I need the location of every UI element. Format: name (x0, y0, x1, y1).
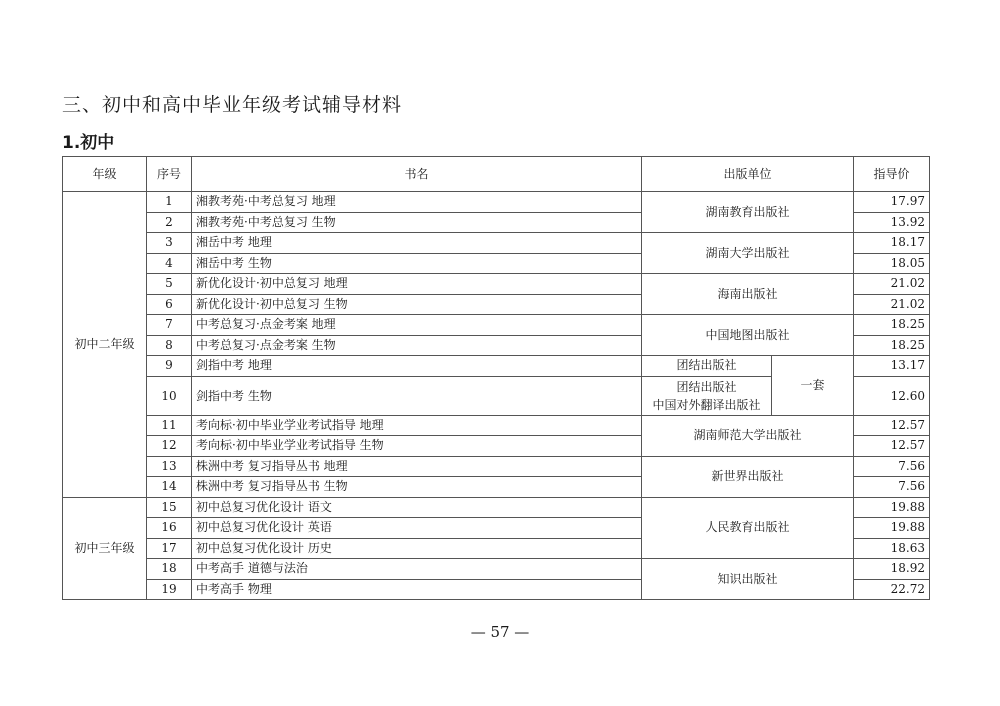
publisher-cell: 中国地图出版社 (642, 315, 854, 356)
publisher-cell: 知识出版社 (642, 559, 854, 600)
row-price: 21.02 (854, 294, 930, 315)
row-num: 19 (147, 579, 192, 600)
row-title: 湘教考苑·中考总复习 地理 (192, 192, 642, 213)
row-num: 2 (147, 212, 192, 233)
row-title: 湘岳中考 地理 (192, 233, 642, 254)
row-num: 18 (147, 559, 192, 580)
row-num: 8 (147, 335, 192, 356)
row-title: 株洲中考 复习指导丛书 地理 (192, 456, 642, 477)
publisher-line: 中国对外翻译出版社 (652, 397, 761, 412)
publisher-cell: 人民教育出版社 (642, 497, 854, 559)
row-price: 17.97 (854, 192, 930, 213)
header-title: 书名 (192, 157, 642, 192)
row-num: 6 (147, 294, 192, 315)
row-num: 1 (147, 192, 192, 213)
row-num: 5 (147, 274, 192, 295)
row-num: 17 (147, 538, 192, 559)
row-price: 12.60 (854, 376, 930, 415)
publisher-cell: 湖南师范大学出版社 (642, 415, 854, 456)
table-row (63, 192, 930, 213)
grade-cell: 初中三年级 (63, 497, 147, 600)
row-title: 新优化设计·初中总复习 地理 (192, 274, 642, 295)
table-row (63, 497, 930, 518)
table-row (63, 315, 930, 336)
table-row (63, 415, 930, 436)
row-price: 18.63 (854, 538, 930, 559)
row-price: 18.05 (854, 253, 930, 274)
row-num: 9 (147, 356, 192, 377)
row-num: 3 (147, 233, 192, 254)
table-row (63, 356, 930, 377)
row-title: 湘教考苑·中考总复习 生物 (192, 212, 642, 233)
row-num: 15 (147, 497, 192, 518)
row-title: 初中总复习优化设计 历史 (192, 538, 642, 559)
row-title: 株洲中考 复习指导丛书 生物 (192, 477, 642, 498)
row-title: 初中总复习优化设计 语文 (192, 497, 642, 518)
row-num: 11 (147, 415, 192, 436)
row-title: 新优化设计·初中总复习 生物 (192, 294, 642, 315)
table-header-row (63, 157, 930, 192)
row-title: 初中总复习优化设计 英语 (192, 518, 642, 539)
publisher-cell (642, 376, 772, 415)
table-row (63, 456, 930, 477)
row-title: 中考高手 物理 (192, 579, 642, 600)
row-num: 4 (147, 253, 192, 274)
row-title: 考向标·初中毕业学业考试指导 地理 (192, 415, 642, 436)
header-price: 指导价 (854, 157, 930, 192)
publisher-cell: 海南出版社 (642, 274, 854, 315)
row-price: 18.92 (854, 559, 930, 580)
subsection-heading: 1.初中 (62, 133, 115, 153)
set-note-cell: 一套 (772, 356, 854, 416)
row-num: 13 (147, 456, 192, 477)
row-title: 剑指中考 生物 (192, 376, 642, 415)
row-price: 19.88 (854, 497, 930, 518)
row-price: 7.56 (854, 456, 930, 477)
row-num: 14 (147, 477, 192, 498)
section-heading: 三、初中和高中毕业年级考试辅导材料 (62, 94, 403, 116)
row-price: 18.17 (854, 233, 930, 254)
row-num: 12 (147, 436, 192, 457)
row-title: 中考总复习·点金考案 生物 (192, 335, 642, 356)
row-title: 湘岳中考 生物 (192, 253, 642, 274)
row-title: 中考总复习·点金考案 地理 (192, 315, 642, 336)
row-price: 21.02 (854, 274, 930, 295)
row-price: 13.17 (854, 356, 930, 377)
row-num: 16 (147, 518, 192, 539)
header-grade: 年级 (63, 157, 147, 192)
publisher-cell: 湖南教育出版社 (642, 192, 854, 233)
publisher-cell: 团结出版社 (642, 356, 772, 377)
publisher-cell: 湖南大学出版社 (642, 233, 854, 274)
row-title: 中考高手 道德与法治 (192, 559, 642, 580)
table-row (63, 233, 930, 254)
table-row (63, 559, 930, 580)
row-price: 19.88 (854, 518, 930, 539)
row-title: 考向标·初中毕业学业考试指导 生物 (192, 436, 642, 457)
grade-cell: 初中二年级 (63, 192, 147, 498)
publisher-cell: 新世界出版社 (642, 456, 854, 497)
row-price: 22.72 (854, 579, 930, 600)
row-price: 18.25 (854, 335, 930, 356)
header-publisher: 出版单位 (642, 157, 854, 192)
row-price: 12.57 (854, 415, 930, 436)
materials-table (62, 156, 930, 600)
header-num: 序号 (147, 157, 192, 192)
page-number: — 57 — (470, 623, 530, 641)
row-num: 7 (147, 315, 192, 336)
row-num: 10 (147, 376, 192, 415)
row-price: 7.56 (854, 477, 930, 498)
row-price: 12.57 (854, 436, 930, 457)
row-price: 18.25 (854, 315, 930, 336)
row-price: 13.92 (854, 212, 930, 233)
publisher-line: 团结出版社 (676, 379, 737, 394)
table-row (63, 274, 930, 295)
row-title: 剑指中考 地理 (192, 356, 642, 377)
